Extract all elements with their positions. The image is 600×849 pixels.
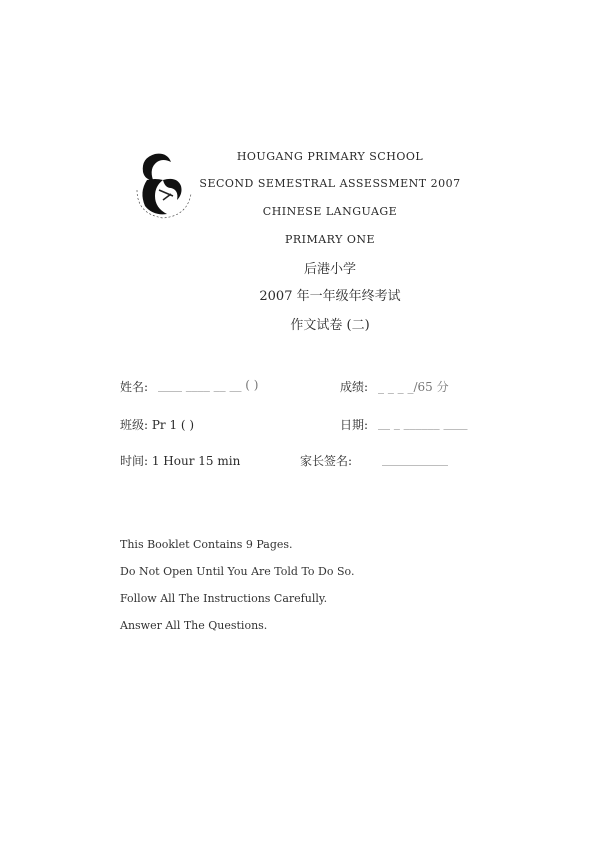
parent-signature-label: 家长签名: [300, 454, 353, 468]
level-title: PRIMARY ONE [284, 233, 376, 246]
assessment-title: SECOND SEMESTRAL ASSESSMENT 2007 [199, 177, 461, 190]
name-field[interactable]: ____ ____ __ __ ( ) [158, 378, 259, 392]
class-label: 班级: Pr 1 ( ) [120, 418, 195, 432]
paper-title-cn: 作文试卷 (二) [290, 318, 370, 333]
time-label: 时间: 1 Hour 15 min [120, 454, 241, 468]
score-field[interactable]: _ _ _ _/65 分 [378, 380, 449, 394]
score-label: 成绩: [340, 380, 369, 394]
name-label: 姓名: [120, 380, 149, 394]
school-name: HOUGANG PRIMARY SCHOOL [236, 150, 424, 163]
instruction-item: Do Not Open Until You Are Told To Do So. [120, 565, 355, 578]
subject-title: CHINESE LANGUAGE [262, 205, 398, 218]
date-field[interactable]: __ _ ______ ____ [378, 416, 468, 430]
parent-signature-field[interactable]: ___________ [382, 452, 448, 466]
instruction-item: Follow All The Instructions Carefully. [120, 592, 328, 605]
school-name-cn: 后港小学 [303, 262, 356, 277]
instruction-item: This Booklet Contains 9 Pages. [120, 538, 293, 551]
date-label: 日期: [340, 418, 369, 432]
exam-title-cn: 2007 年一年级年终考试 [259, 289, 401, 304]
instruction-item: Answer All The Questions. [120, 619, 268, 632]
